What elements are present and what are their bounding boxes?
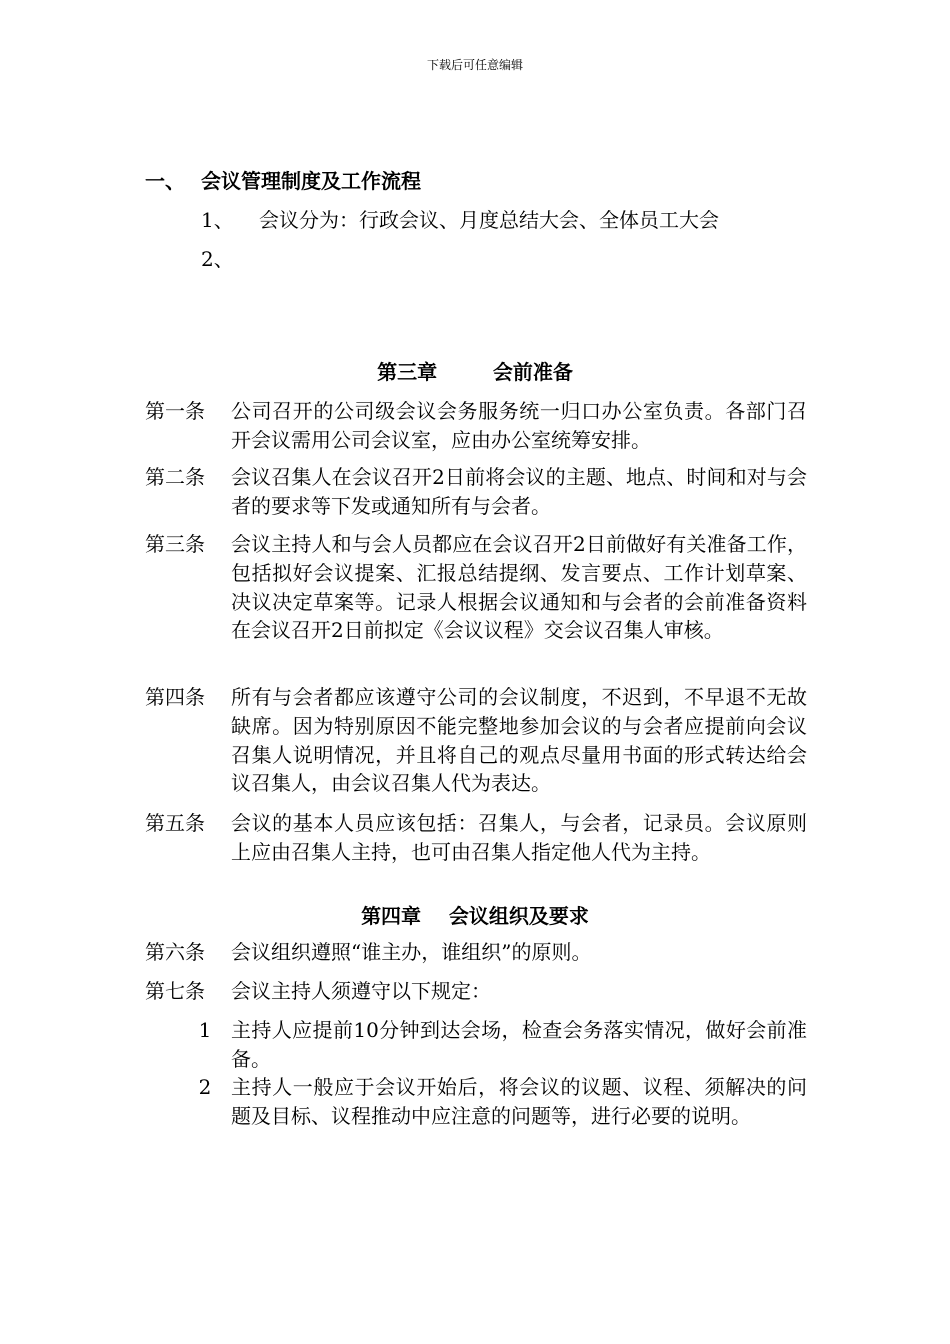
article-text: 所有与会者都应该遵守公司的会议制度，不迟到，不早退不无故缺席。因为特别原因不能完整地参加会议的与会者应提前向会议召集人说明情况，并且将自己的观点尽量用书面的形式转达给会议召集人，由会议召集人代为表达。 <box>231 685 807 796</box>
article-label: 第六条 <box>145 940 205 964</box>
section-heading <box>145 166 421 196</box>
article <box>145 397 807 455</box>
article-text: 会议召集人在会议召开2日前将会议的主题、地点、时间和对与会者的要求等下发或通知所有与会者。 <box>231 465 807 518</box>
article <box>145 530 807 645</box>
article-label: 第四条 <box>145 685 205 709</box>
article-label: 第二条 <box>145 465 205 489</box>
article <box>145 463 807 521</box>
list-item <box>201 205 719 235</box>
article-label: 第三条 <box>145 532 205 556</box>
chapter-title: 第四章 会议组织及要求 <box>361 904 589 928</box>
article <box>145 977 807 1006</box>
section-number: 一、 <box>145 169 185 193</box>
chapter-title: 第三章 会前准备 <box>377 360 573 384</box>
article <box>145 938 807 967</box>
article-text: 会议组织遵照“谁主办，谁组织”的原则。 <box>231 940 592 964</box>
article-text: 会议主持人和与会人员都应在会议召开2日前做好有关准备工作，包括拟好会议提案、汇报总结提纲、发言要点、工作计划草案、决议决定草案等。记录人根据会议通知和与会者的会前准备资料在会议召开2日前拟定《会议议程》交会议召集人审核。 <box>231 532 807 643</box>
sub-item <box>195 1016 807 1074</box>
list-item-number: 2、 <box>201 247 234 271</box>
sub-item-number: 2 <box>198 1075 212 1099</box>
section-title: 会议管理制度及工作流程 <box>201 169 421 193</box>
list-item-text: 会议分为：行政会议、月度总结大会、全体员工大会 <box>259 208 719 232</box>
article-label: 第五条 <box>145 811 205 835</box>
sub-item-text: 主持人应提前10分钟到达会场，检查会务落实情况，做好会前准备。 <box>231 1018 807 1071</box>
page-header-note: 下载后可任意编辑 <box>426 58 523 72</box>
article-label: 第一条 <box>145 399 205 423</box>
article-label: 第七条 <box>145 979 205 1003</box>
sub-item-number: 1 <box>198 1018 212 1042</box>
article-text: 会议主持人须遵守以下规定： <box>231 979 491 1003</box>
article <box>145 809 807 867</box>
article-text: 公司召开的公司级会议会务服务统一归口办公室负责。各部门召开会议需用公司会议室，应由办公室统筹安排。 <box>231 399 807 452</box>
sub-item-text: 主持人一般应于会议开始后，将会议的议题、议程、须解决的问题及目标、议程推动中应注意的问题等，进行必要的说明。 <box>231 1075 807 1128</box>
list-item <box>201 244 259 274</box>
list-item-number: 1、 <box>201 208 234 232</box>
article <box>145 683 807 798</box>
sub-item <box>195 1073 807 1131</box>
article-text: 会议的基本人员应该包括：召集人，与会者，记录员。会议原则上应由召集人主持，也可由召集人指定他人代为主持。 <box>231 811 807 864</box>
